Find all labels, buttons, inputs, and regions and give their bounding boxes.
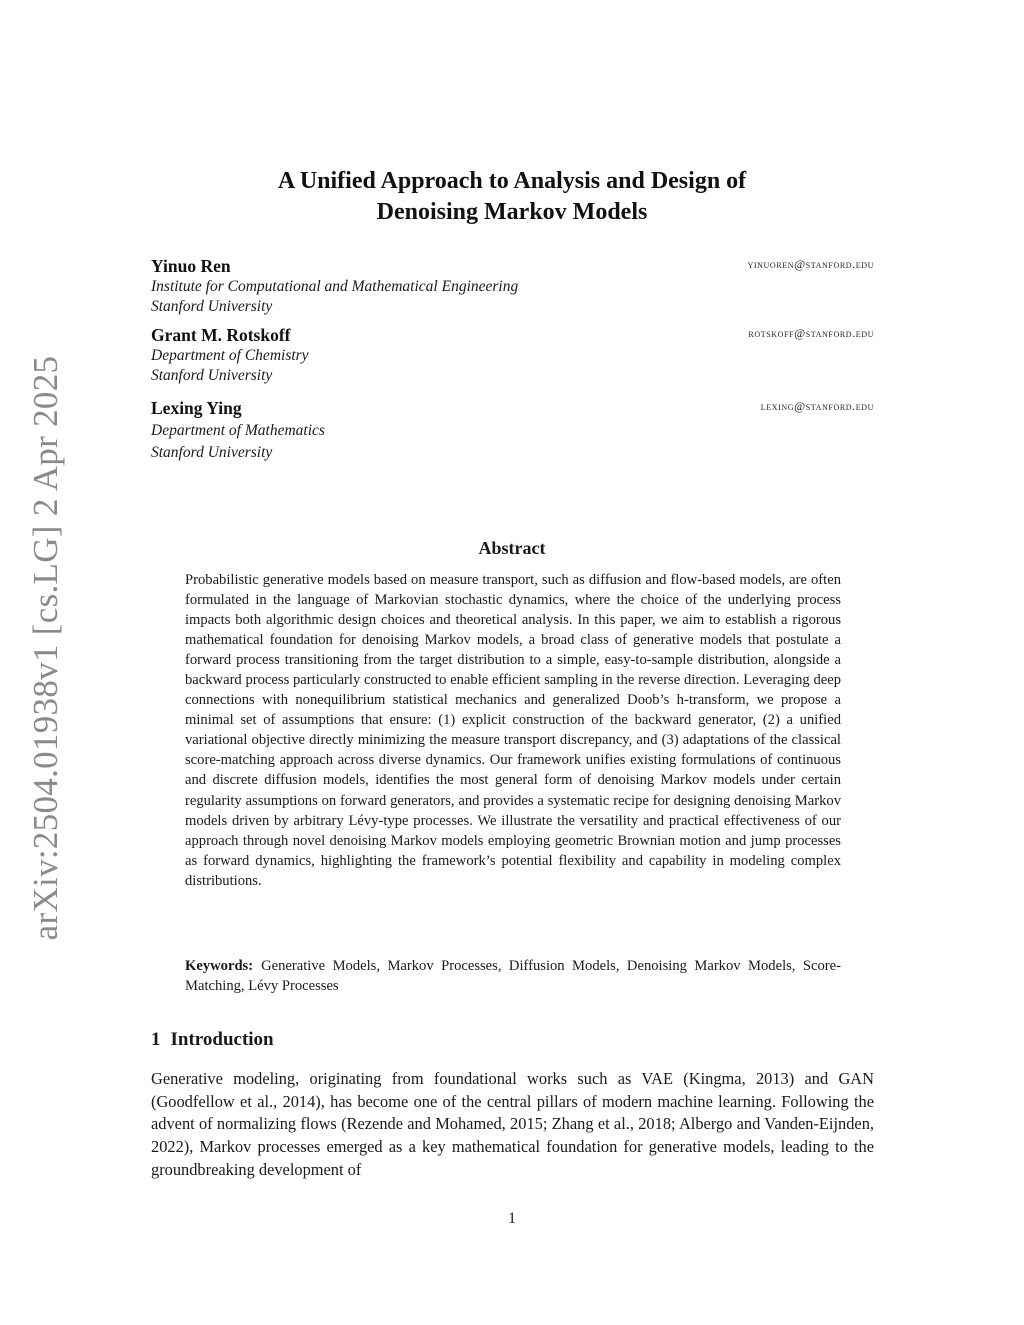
author-affiliation: Institute for Computational and Mathematical Engineering	[151, 278, 519, 295]
author-name: Lexing Ying	[151, 398, 242, 418]
arxiv-identifier-stamp: arXiv:2504.01938v1 [cs.LG] 2 Apr 2025	[26, 355, 65, 941]
page-number: 1	[508, 1210, 516, 1227]
introduction-text: Generative modeling, originating from foundational works such as VAE (Kingma, 2013) and GAN (Goodfellow et al., 2014), has become one of the central pillars of modern machine learning. Following the advent of normalizing flows (Rezende and Mohamed, 2015; Zhang et al., 2018; Albergo and Vanden-Eijnden, 2022), Markov processes emerged as a key mathematical foundation for generative models, leading to the groundbreaking development of	[151, 1069, 874, 1179]
keywords	[185, 956, 841, 996]
abstract-heading: Abstract	[478, 538, 546, 558]
author-name: Grant M. Rotskoff	[151, 325, 291, 345]
author-email[interactable]: rotskoff@stanford.edu	[748, 326, 874, 340]
author-name: Yinuo Ren	[151, 256, 231, 276]
author-email[interactable]: lexing@stanford.edu	[760, 399, 874, 413]
section-heading	[151, 1029, 274, 1051]
title-line-2: Denoising Markov Models	[376, 199, 648, 225]
paper-title	[150, 166, 874, 228]
author-block-3	[151, 397, 874, 463]
section-number: 1	[151, 1029, 161, 1050]
title-line-1: A Unified Approach to Analysis and Design of	[277, 168, 747, 194]
keywords-label: Keywords:	[185, 958, 254, 974]
author-email[interactable]: yinuoren@stanford.edu	[747, 257, 874, 271]
section-title: Introduction	[170, 1029, 274, 1050]
author-block-1	[151, 255, 874, 317]
author-institution: Stanford University	[151, 367, 273, 384]
author-affiliation: Department of Chemistry	[151, 347, 309, 364]
author-affiliation: Department of Mathematics	[151, 422, 325, 439]
author-institution: Stanford University	[151, 298, 273, 315]
author-institution: Stanford University	[151, 444, 273, 461]
keywords-text: Generative Models, Markov Processes, Diffusion Models, Denoising Markov Models, Score-Matching, Lévy Processes	[185, 958, 841, 995]
author-block-2	[151, 324, 874, 386]
abstract-text: Probabilistic generative models based on measure transport, such as diffusion and flow-based models, are often formulated in the language of Markovian stochastic dynamics, where the choice of the underlying process impacts both algorithmic design choices and theoretical analysis. In this paper, we aim to establish a rigorous mathematical foundation for denoising Markov models, a broad class of generative models that postulate a forward process transitioning from the target distribution to a simple, easy-to-sample distribution, alongside a backward process particularly constructed to enable efficient sampling in the reverse direction. Leveraging deep connections with nonequilibrium statistical mechanics and generalized Doob’s h-transform, we propose a minimal set of assumptions that ensure: (1) explicit construction of the backward generator, (2) a unified variational objective directly minimizing the measure transport discrepancy, and (3) adaptations of the classical score-matching approach across diverse dynamics. Our framework unifies existing formulations of continuous and discrete diffusion models, identifies the most general form of denoising Markov models under certain regularity assumptions on forward generators, and provides a systematic recipe for designing denoising Markov models driven by arbitrary Lévy-type processes. We illustrate the versatility and practical effectiveness of our approach through novel denoising Markov models employing geometric Brownian motion and jump processes as forward dynamics, highlighting the framework’s potential flexibility and capability in modeling complex distributions.	[185, 572, 841, 889]
